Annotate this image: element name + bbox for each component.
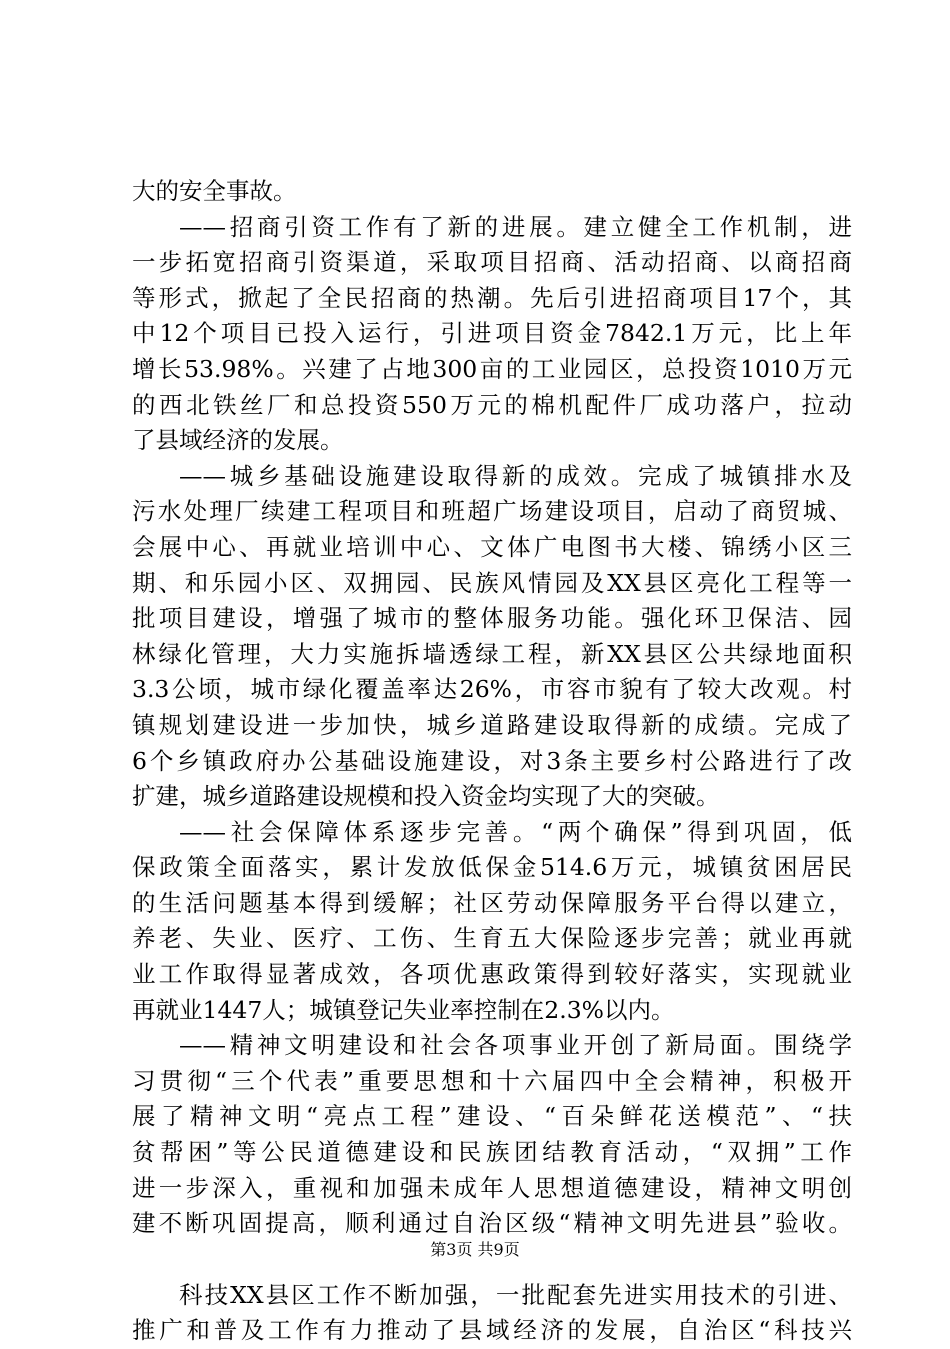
text-line: 再就业1447人；城镇登记失业率控制在2.3%以内。 [132,995,675,1024]
text-line: 会展中心、再就业培训中心、文体广电图书大楼、锦绣小区三 [132,532,852,561]
text-line: 6个乡镇政府办公基础设施建设，对3条主要乡村公路进行了改 [132,746,852,775]
text-line: 推广和普及工作有力推动了县域经济的发展，自治区“科技兴 [132,1316,852,1345]
text-line: 中12个项目已投入运行，引进项目资金7842.1万元，比上年 [132,319,852,348]
text-line: ——城乡基础设施建设取得新的成效。完成了城镇排水及 [179,461,852,490]
text-line: 林绿化管理，大力实施拆墙透绿工程，新XX县区公共绿地面积 [132,639,852,668]
text-line: 增长53.98%。兴建了占地300亩的工业园区，总投资1010万元 [132,354,852,383]
text-line: 扩建，城乡道路建设规模和投入资金均实现了大的突破。 [132,782,720,811]
text-line: 期、和乐园小区、双拥园、民族风情园及XX县区亮化工程等一 [132,568,852,597]
text-line: 业工作取得显著成效，各项优惠政策得到较好落实，实现就业 [132,960,852,989]
body-text [132,174,852,1349]
text-line: ——招商引资工作有了新的进展。建立健全工作机制，进 [179,212,852,241]
text-line: 等形式，掀起了全民招商的热潮。先后引进招商项目17个，其 [132,283,852,312]
page-number-footer: 第3页 共9页 [430,1240,520,1259]
text-line: 一步拓宽招商引资渠道，采取项目招商、活动招商、以商招商 [132,248,852,277]
text-line: 进一步深入，重视和加强未成年人思想道德建设，精神文明创 [132,1173,852,1202]
text-line: 展了精神文明“亮点工程”建设、“百朵鲜花送模范”、“扶 [132,1102,852,1131]
text-line: 养老、失业、医疗、工伤、生育五大保险逐步完善；就业再就 [132,924,852,953]
text-line: 建不断巩固提高，顺利通过自治区级“精神文明先进县”验收。 [132,1209,852,1238]
text-line: 的生活问题基本得到缓解；社区劳动保障服务平台得以建立， [132,888,852,917]
text-line: 大的安全事故。 [132,177,297,205]
text-line: 批项目建设，增强了城市的整体服务功能。强化环卫保洁、园 [132,604,852,633]
text-line: 的西北铁丝厂和总投资550万元的棉机配件厂成功落户，拉动 [132,390,852,419]
text-line: ——精神文明建设和社会各项事业开创了新局面。围绕学 [179,1031,852,1060]
text-line: 了县域经济的发展。 [132,426,344,455]
text-line: 习贯彻“三个代表”重要思想和十六届四中全会精神，积极开 [132,1066,852,1095]
text-line: 保政策全面落实，累计发放低保金514.6万元，城镇贫困居民 [132,853,852,882]
text-line: ——社会保障体系逐步完善。“两个确保”得到巩固，低 [179,817,852,846]
text-line: 污水处理厂续建工程项目和班超广场建设项目，启动了商贸城、 [132,497,852,526]
text-line: 科技XX县区工作不断加强，一批配套先进实用技术的引进、 [179,1280,852,1309]
text-line: 镇规划建设进一步加快，城乡道路建设取得新的成绩。完成了 [132,710,852,739]
text-line: 3.3公顷，城市绿化覆盖率达26%，市容市貌有了较大改观。村 [132,675,852,704]
text-line: 贫帮困”等公民道德建设和民族团结教育活动，“双拥”工作 [132,1138,852,1167]
